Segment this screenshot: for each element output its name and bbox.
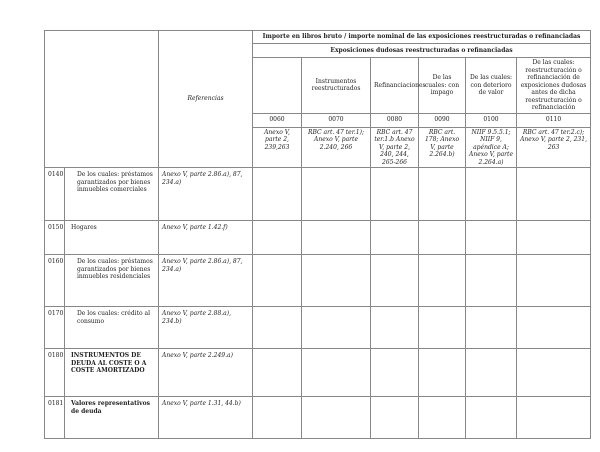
data-cell[interactable] bbox=[371, 349, 419, 397]
row-label: De los cuales: préstamos garantizados por bienes inmuebles residenciales bbox=[65, 255, 159, 307]
data-cell[interactable] bbox=[419, 255, 466, 307]
row-ref: Anexo V, parte 1.42.f) bbox=[159, 221, 253, 255]
col-code-0080: 0080 bbox=[371, 113, 419, 127]
data-cell[interactable] bbox=[517, 397, 591, 439]
col-ref-0080: RBC art. 47 ter.1.b Anexo V, parte 2, 240, 244, 265-266 bbox=[371, 127, 419, 168]
data-cell[interactable] bbox=[466, 397, 517, 439]
data-cell[interactable] bbox=[419, 221, 466, 255]
row-ref: Anexo V, parte 1.31, 44.b) bbox=[159, 397, 253, 439]
data-cell[interactable] bbox=[253, 307, 302, 349]
data-cell[interactable] bbox=[302, 221, 371, 255]
col-label-0110: De las cuales: reestructuración o refinanciación de exposiciones dudosas antes de dicha reestructuración o refinanciación bbox=[517, 58, 591, 114]
col-code-0100: 0100 bbox=[466, 113, 517, 127]
data-cell[interactable] bbox=[517, 349, 591, 397]
col-code-0070: 0070 bbox=[302, 113, 371, 127]
row-code: 0150 bbox=[45, 221, 65, 255]
row-code: 0180 bbox=[45, 349, 65, 397]
data-cell[interactable] bbox=[517, 221, 591, 255]
data-cell[interactable] bbox=[517, 307, 591, 349]
data-cell[interactable] bbox=[253, 349, 302, 397]
data-cell[interactable] bbox=[371, 397, 419, 439]
col-ref-0060: Anexo V, parte 2, 239,263 bbox=[253, 127, 302, 168]
data-cell[interactable] bbox=[302, 349, 371, 397]
col-label-0090: De las cuales: con impago bbox=[419, 58, 466, 114]
regulatory-table bbox=[44, 30, 591, 439]
col-ref-0100: NIIF 9.5.5.1; NIIF 9, apéndice A; Anexo V, parte 2.264.a) bbox=[466, 127, 517, 168]
table-row bbox=[45, 349, 591, 397]
data-cell[interactable] bbox=[466, 221, 517, 255]
referencias-header: Referencias bbox=[159, 31, 253, 168]
data-cell[interactable] bbox=[466, 307, 517, 349]
table-row bbox=[45, 307, 591, 349]
col-label-0060 bbox=[253, 58, 302, 114]
top-header: Importe en libros bruto / importe nominal de las exposiciones reestructuradas o refinanciadas bbox=[253, 31, 591, 44]
data-cell[interactable] bbox=[371, 255, 419, 307]
row-ref: Anexo V, parte 2.86.a), 87, 234.a) bbox=[159, 255, 253, 307]
data-cell[interactable] bbox=[302, 168, 371, 221]
col-label-0100: De las cuales: con deterioro de valor bbox=[466, 58, 517, 114]
row-code: 0160 bbox=[45, 255, 65, 307]
data-cell[interactable] bbox=[466, 349, 517, 397]
col-code-0090: 0090 bbox=[419, 113, 466, 127]
row-label: De los cuales: crédito al consumo bbox=[65, 307, 159, 349]
table-row bbox=[45, 255, 591, 307]
data-cell[interactable] bbox=[371, 168, 419, 221]
data-cell[interactable] bbox=[302, 307, 371, 349]
data-cell[interactable] bbox=[253, 255, 302, 307]
data-cell[interactable] bbox=[466, 168, 517, 221]
data-cell[interactable] bbox=[419, 349, 466, 397]
table-row bbox=[45, 168, 591, 221]
data-cell[interactable] bbox=[371, 307, 419, 349]
row-label: Valores representativos de deuda bbox=[65, 397, 159, 439]
data-cell[interactable] bbox=[419, 168, 466, 221]
blank-header-cell bbox=[45, 31, 159, 168]
data-cell[interactable] bbox=[517, 168, 591, 221]
data-cell[interactable] bbox=[253, 397, 302, 439]
col-label-0080: Refinanciaciones bbox=[371, 58, 419, 114]
data-cell[interactable] bbox=[253, 221, 302, 255]
row-ref: Anexo V, parte 2.88.a), 234.b) bbox=[159, 307, 253, 349]
data-cell[interactable] bbox=[466, 255, 517, 307]
col-ref-0070: RBC art. 47 ter.1); Anexo V, parte 2.240, 266 bbox=[302, 127, 371, 168]
row-code: 0170 bbox=[45, 307, 65, 349]
col-label-0070: Instrumentos reestructurados bbox=[302, 58, 371, 114]
col-code-0060: 0060 bbox=[253, 113, 302, 127]
row-label: INSTRUMENTOS DE DEUDA AL COSTE O A COSTE AMORTIZADO bbox=[65, 349, 159, 397]
sub-header: Exposiciones dudosas reestructuradas o refinanciadas bbox=[253, 44, 591, 58]
row-code: 0140 bbox=[45, 168, 65, 221]
col-code-0110: 0110 bbox=[517, 113, 591, 127]
data-cell[interactable] bbox=[371, 221, 419, 255]
data-cell[interactable] bbox=[419, 307, 466, 349]
col-ref-0110: RBC art. 47 ter.2.c); Anexo V, parte 2, 231, 263 bbox=[517, 127, 591, 168]
row-label: Hogares bbox=[65, 221, 159, 255]
row-label: De los cuales: préstamos garantizados por bienes inmuebles comerciales bbox=[65, 168, 159, 221]
data-cell[interactable] bbox=[517, 255, 591, 307]
data-cell[interactable] bbox=[419, 397, 466, 439]
data-cell[interactable] bbox=[253, 168, 302, 221]
data-cell[interactable] bbox=[302, 397, 371, 439]
row-ref: Anexo V, parte 2.86.a), 87, 234.a) bbox=[159, 168, 253, 221]
row-code: 0181 bbox=[45, 397, 65, 439]
table-row bbox=[45, 397, 591, 439]
col-ref-0090: RBC art. 178; Anexo V, parte 2.264.b) bbox=[419, 127, 466, 168]
data-cell[interactable] bbox=[302, 255, 371, 307]
table-row bbox=[45, 221, 591, 255]
row-ref: Anexo V, parte 2.249.a) bbox=[159, 349, 253, 397]
